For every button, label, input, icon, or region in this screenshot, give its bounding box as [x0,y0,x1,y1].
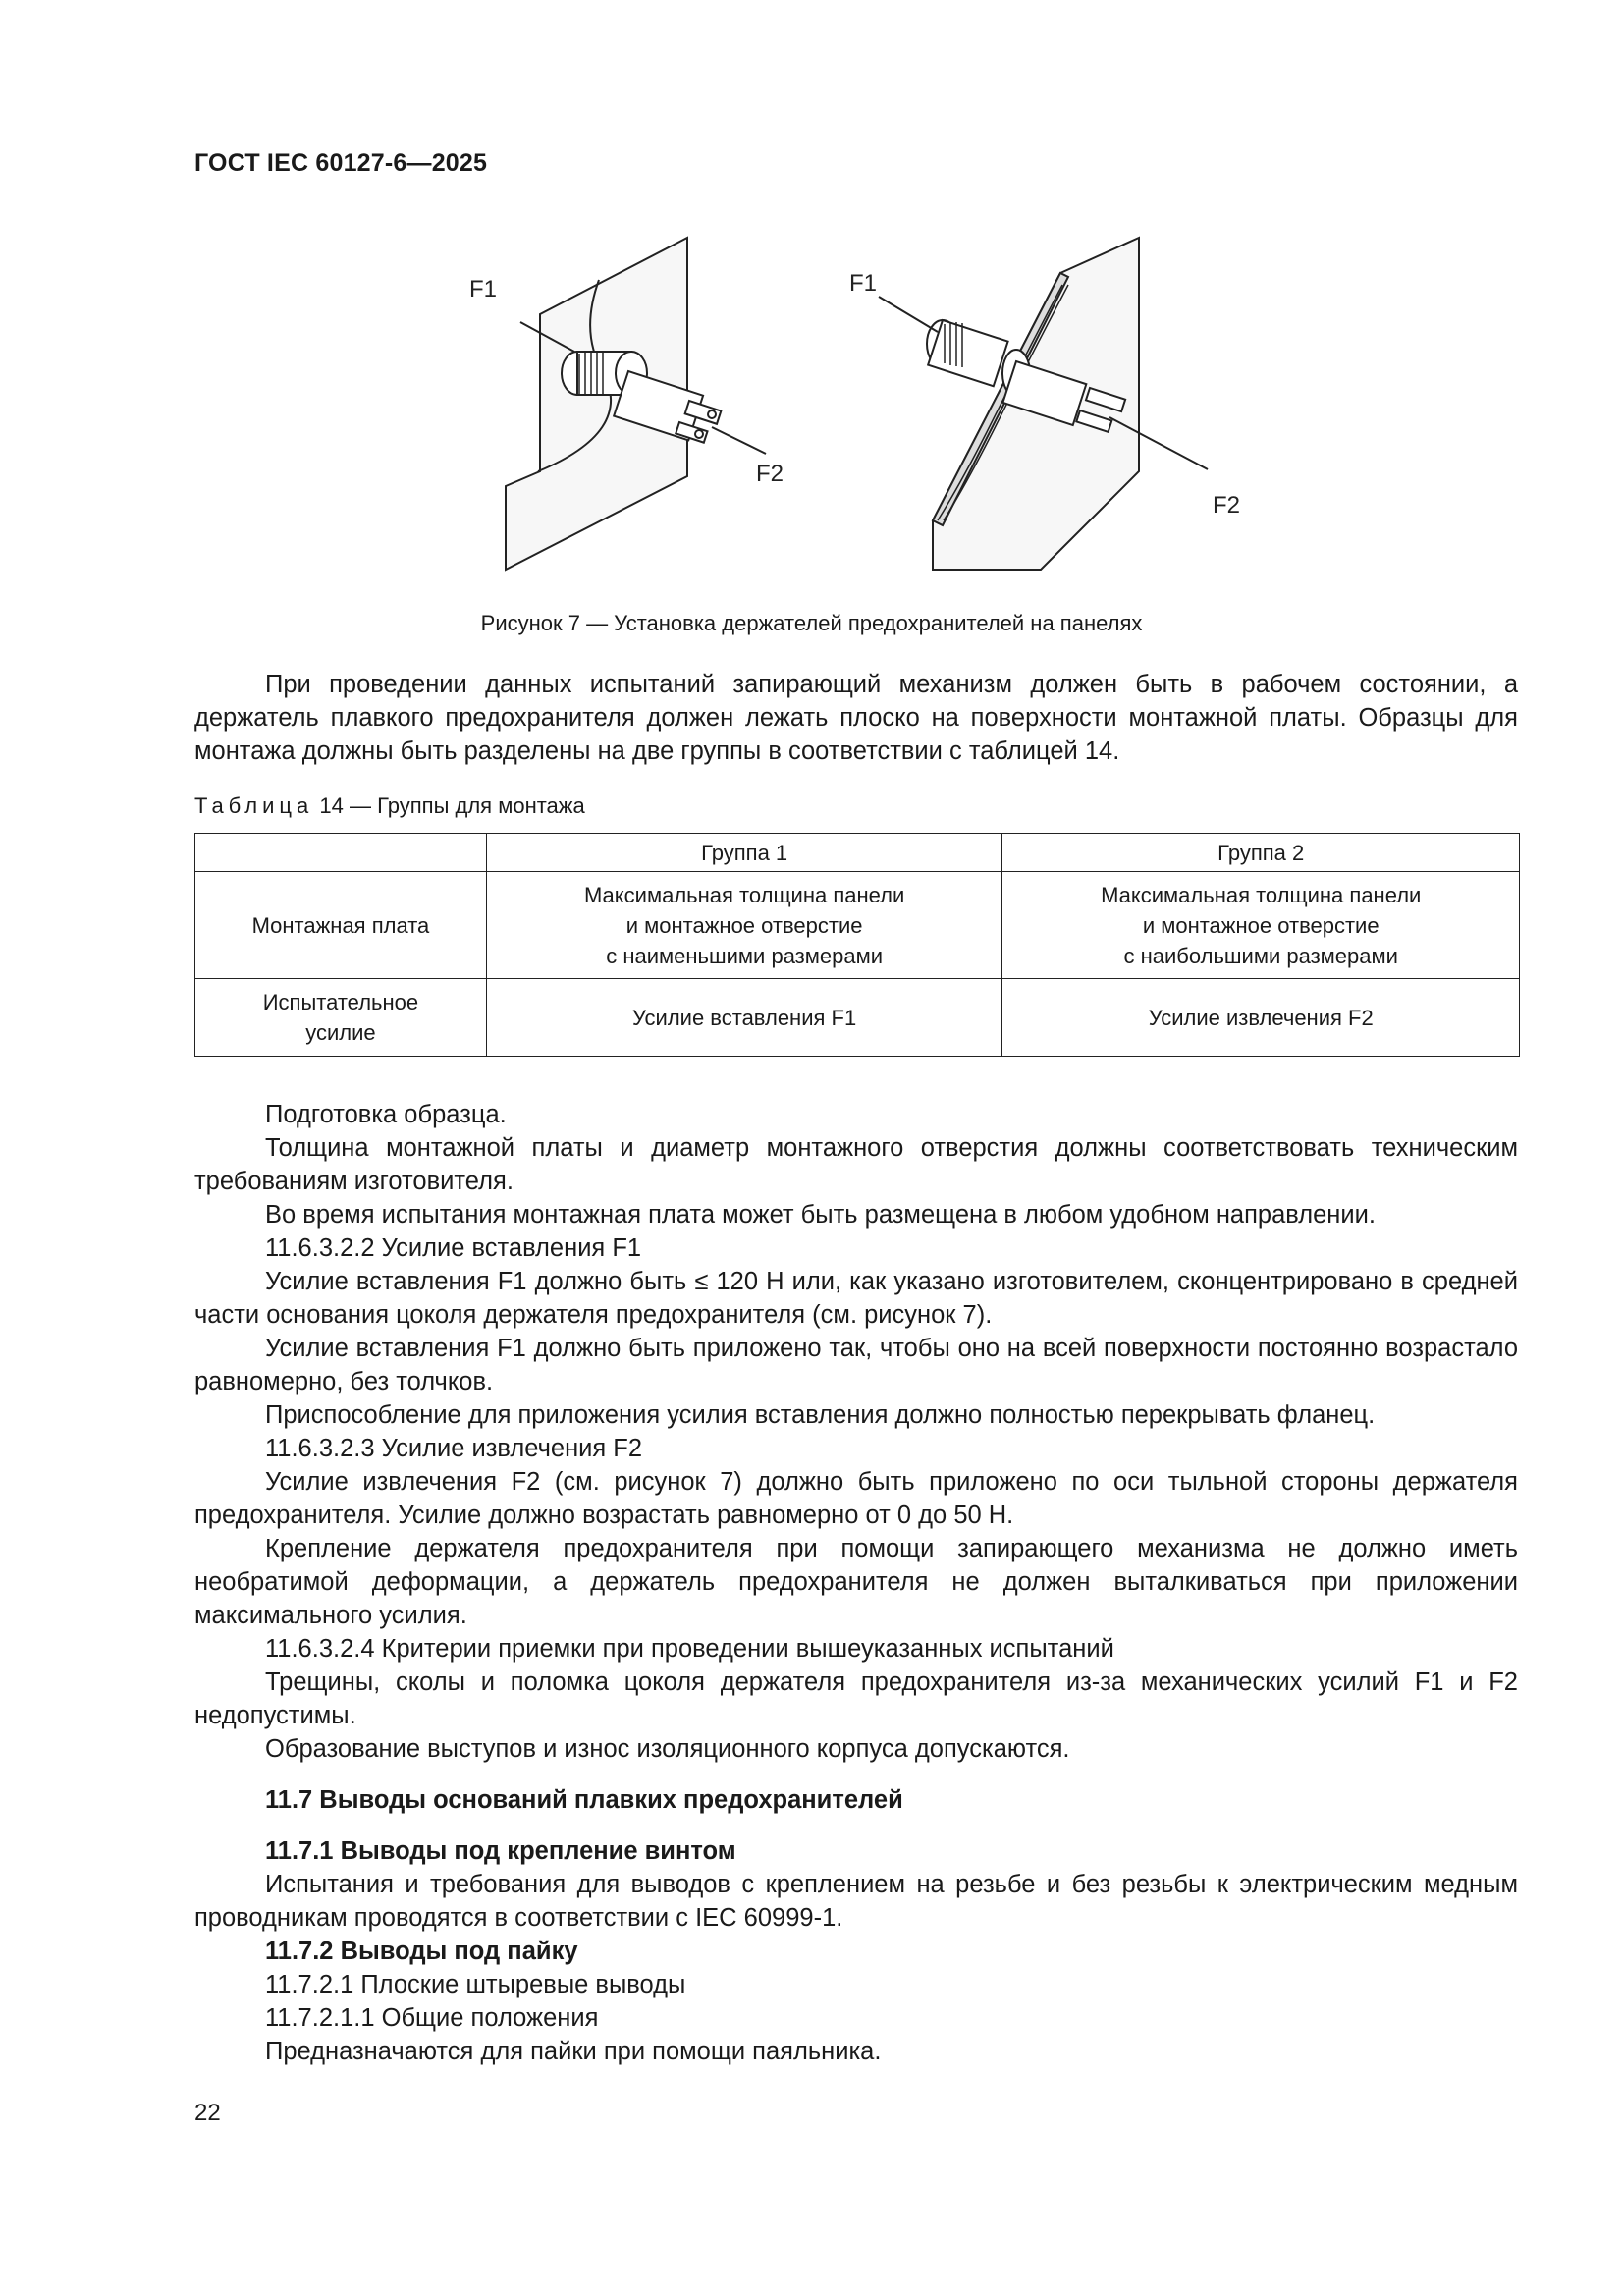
paragraph: Предназначаются для пайки при помощи паяльника. [265,2038,882,2065]
table-cell [486,872,1002,979]
arrow-f2-left [712,427,766,454]
table-header-cell: Группа 1 [486,834,1002,872]
main-text-block [194,1098,1518,2068]
section-heading-11-7-1: 11.7.1 Выводы под крепление винтом [265,1837,736,1865]
table-title-prefix: Таблица [194,793,314,818]
paragraph: Подготовка образца. [265,1101,507,1128]
paragraph: Крепление держателя предохранителя при помощи запирающего механизма не должно иметь необратимой деформации, а держатель предохранителя не должен выталкиваться при приложении максимального усилия. [194,1535,1518,1629]
cell-line: с наибольшими размерами [1123,943,1398,968]
section-heading-11-7: 11.7 Выводы оснований плавких предохранителей [265,1786,903,1814]
paragraph: Усилие вставления F1 должно быть ≤ 120 Н или, как указано изготовителем, сконцентрировано в средней части основания цоколя держателя предохранителя (см. рисунок 7). [194,1268,1518,1329]
cell-line: Испытательное [262,990,419,1014]
table-cell [1002,872,1520,979]
paragraph: Усилие вставления F1 должно быть приложено так, чтобы оно на всей поверхности постоянно возрастало равномерно, без толчков. [194,1335,1518,1395]
clause-heading: 11.6.3.2.4 Критерии приемки при проведении вышеуказанных испытаний [265,1635,1114,1663]
cell-line: Максимальная толщина панели [1101,882,1422,907]
mounting-groups-table [194,833,1520,1057]
clause-heading: 11.7.2.1.1 Общие положения [265,2004,599,2032]
document-standard-id: ГОСТ IEC 60127-6—2025 [194,149,488,177]
paragraph: Приспособление для приложения усилия вставления должно полностью перекрывать фланец. [265,1401,1376,1429]
page-number: 22 [194,2100,221,2126]
cell-line: с наименьшими размерами [606,943,884,968]
table-title [194,793,585,819]
label-f2-right: F2 [1213,492,1241,519]
clause-heading: 11.6.3.2.2 Усилие вставления F1 [265,1234,642,1262]
paragraph: Образование выступов и износ изоляционного корпуса допускаются. [265,1735,1070,1763]
table-row-label [195,979,487,1057]
table-row [195,979,1520,1057]
cell-line: усилие [305,1020,376,1045]
table-cell: Усилие вставления F1 [486,979,1002,1057]
table-title-rest: 14 — Группы для монтажа [319,793,585,818]
table-cell: Усилие извлечения F2 [1002,979,1520,1057]
cell-line: и монтажное отверстие [625,912,863,938]
paragraph: Во время испытания монтажная плата может быть размещена в любом удобном направлении. [265,1201,1376,1229]
arrow-f1-right [879,297,938,332]
paragraph: Трещины, сколы и поломка цоколя держателя предохранителя из-за механических усилий F1 и F2 недопустимы. [194,1668,1518,1729]
label-f1-right: F1 [849,270,878,297]
paragraph: Толщина монтажной платы и диаметр монтажного отверстия должны соответствовать техническим требованиям изготовителя. [194,1134,1518,1195]
clause-heading: 11.7.2.1 Плоские штыревые выводы [265,1971,686,1998]
label-f1-left: F1 [469,276,498,302]
paragraph: Усилие извлечения F2 (см. рисунок 7) должно быть приложено по оси тыльной стороны держателя предохранителя. Усилие должно возрастать равномерно от 0 до 50 Н. [194,1468,1518,1529]
intro-paragraph: При проведении данных испытаний запирающий механизм должен быть в рабочем состоянии, а держатель плавкого предохранителя должен лежать плоско на поверхности монтажной платы. Образцы для монтажа должны быть разделены на две группы в соответствии с таблицей 14. [194,671,1518,765]
paragraph: Испытания и требования для выводов с креплением на резьбе и без резьбы к электрическим медным проводникам проводятся в соответствии с IEC 60999-1. [194,1871,1518,1932]
figure-fuse-holders [461,226,1247,579]
right-panel-drawing [927,238,1139,570]
intro-paragraph-block [194,668,1518,768]
figure-caption: Рисунок 7 — Установка держателей предохранителей на панелях [480,611,1143,635]
table-row-label: Монтажная плата [195,872,487,979]
table-header-cell [195,834,487,872]
clause-heading: 11.6.3.2.3 Усилие извлечения F2 [265,1435,643,1462]
left-panel-drawing [506,238,721,570]
table-row [195,872,1520,979]
label-f2-left: F2 [756,461,784,487]
table-header-cell: Группа 2 [1002,834,1520,872]
section-heading-11-7-2: 11.7.2 Выводы под пайку [265,1938,578,1965]
cell-line: Максимальная толщина панели [583,882,905,907]
table-header-row [195,834,1520,872]
cell-line: и монтажное отверстие [1142,912,1380,938]
